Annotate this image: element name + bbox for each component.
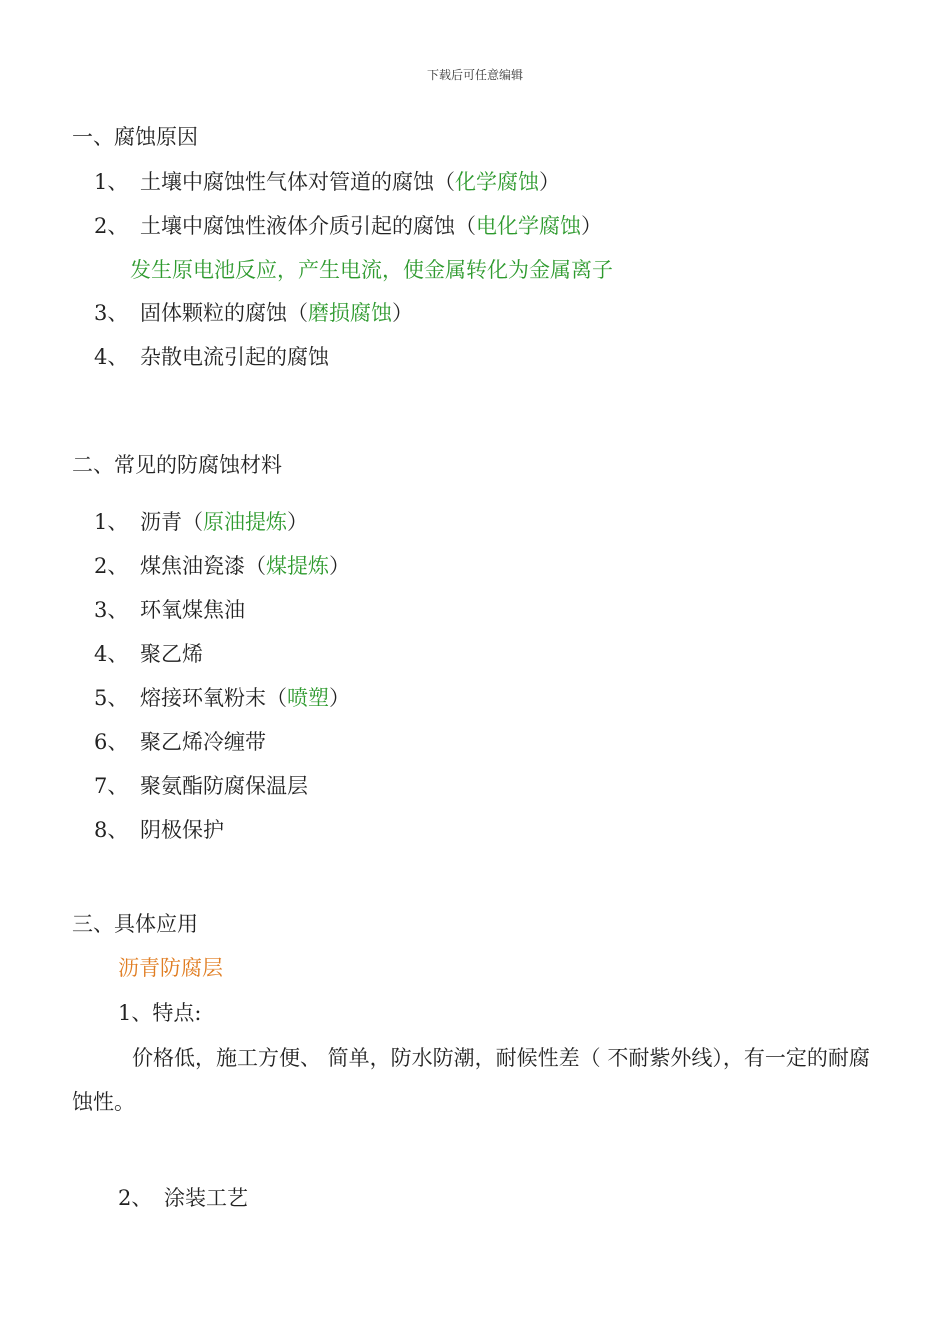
step2-text: 涂装工艺 [164, 1186, 248, 1210]
item-text: 土壤中腐蚀性气体对管道的腐蚀（ [140, 170, 455, 194]
section2-item-4 [94, 639, 203, 669]
item-number: 6、 [94, 730, 129, 754]
item-number: 2、 [94, 554, 129, 578]
section2-item-8 [94, 815, 224, 845]
section2-title: 二、常见的防腐蚀材料 [72, 453, 282, 477]
item-number: 5、 [94, 686, 129, 710]
section1-explanation: 发生原电池反应，产生电流，使金属转化为金属离子 [130, 258, 613, 282]
item-text: 熔接环氧粉末（ [140, 686, 287, 710]
item-text: 杂散电流引起的腐蚀 [140, 345, 329, 369]
section3-title: 三、具体应用 [72, 912, 198, 936]
section2-item-5 [94, 683, 350, 713]
item-text: 土壤中腐蚀性液体介质引起的腐蚀（ [140, 214, 476, 238]
item-number: 8、 [94, 818, 129, 842]
feature-text: 价格低，施工方便、 简单，防水防潮，耐候性差（ 不耐紫外线），有一定的耐腐蚀性。 [72, 1046, 870, 1114]
item-text: 阴极保护 [140, 818, 224, 842]
item-close: ） [392, 301, 413, 325]
section1-item-1 [94, 167, 560, 197]
section1-title: 一、腐蚀原因 [72, 125, 198, 149]
item-text: 聚氨酯防腐保温层 [140, 774, 308, 798]
section1-item-4 [94, 342, 329, 372]
section2-item-1 [94, 507, 308, 537]
item-note: 电化学腐蚀 [476, 214, 581, 238]
item-number: 1、 [94, 510, 129, 534]
item-text: 聚乙烯冷缠带 [140, 730, 266, 754]
section2-item-2 [94, 551, 350, 581]
item-number: 4、 [94, 345, 129, 369]
step2-heading [118, 1183, 248, 1213]
item-number: 1、 [94, 170, 129, 194]
item-close: ） [539, 170, 560, 194]
section1-item-3 [94, 298, 413, 328]
item-text: 固体颗粒的腐蚀（ [140, 301, 308, 325]
feature-heading-text: 1、特点: [118, 1001, 202, 1025]
item-note: 化学腐蚀 [455, 170, 539, 194]
item-note: 喷塑 [287, 686, 329, 710]
item-close: ） [329, 686, 350, 710]
item-text: 沥青（ [140, 510, 203, 534]
item-number: 2、 [94, 214, 129, 238]
section3-subtitle: 沥青防腐层 [118, 956, 223, 980]
item-note: 煤提炼 [266, 554, 329, 578]
item-number: 3、 [94, 301, 129, 325]
step2-number: 2、 [118, 1186, 153, 1210]
item-text: 煤焦油瓷漆（ [140, 554, 266, 578]
section2-item-6 [94, 727, 266, 757]
section2-item-7 [94, 771, 308, 801]
item-number: 7、 [94, 774, 129, 798]
section1-item-2 [94, 211, 602, 241]
section2-item-3 [94, 595, 245, 625]
item-number: 3、 [94, 598, 129, 622]
item-close: ） [287, 510, 308, 534]
item-close: ） [581, 214, 602, 238]
item-text: 聚乙烯 [140, 642, 203, 666]
item-number: 4、 [94, 642, 129, 666]
item-text: 环氧煤焦油 [140, 598, 245, 622]
item-note: 磨损腐蚀 [308, 301, 392, 325]
page-header: 下载后可任意编辑 [426, 68, 523, 82]
feature-paragraph [72, 1036, 880, 1124]
item-note: 原油提炼 [203, 510, 287, 534]
item-close: ） [329, 554, 350, 578]
feature-heading [118, 998, 201, 1028]
